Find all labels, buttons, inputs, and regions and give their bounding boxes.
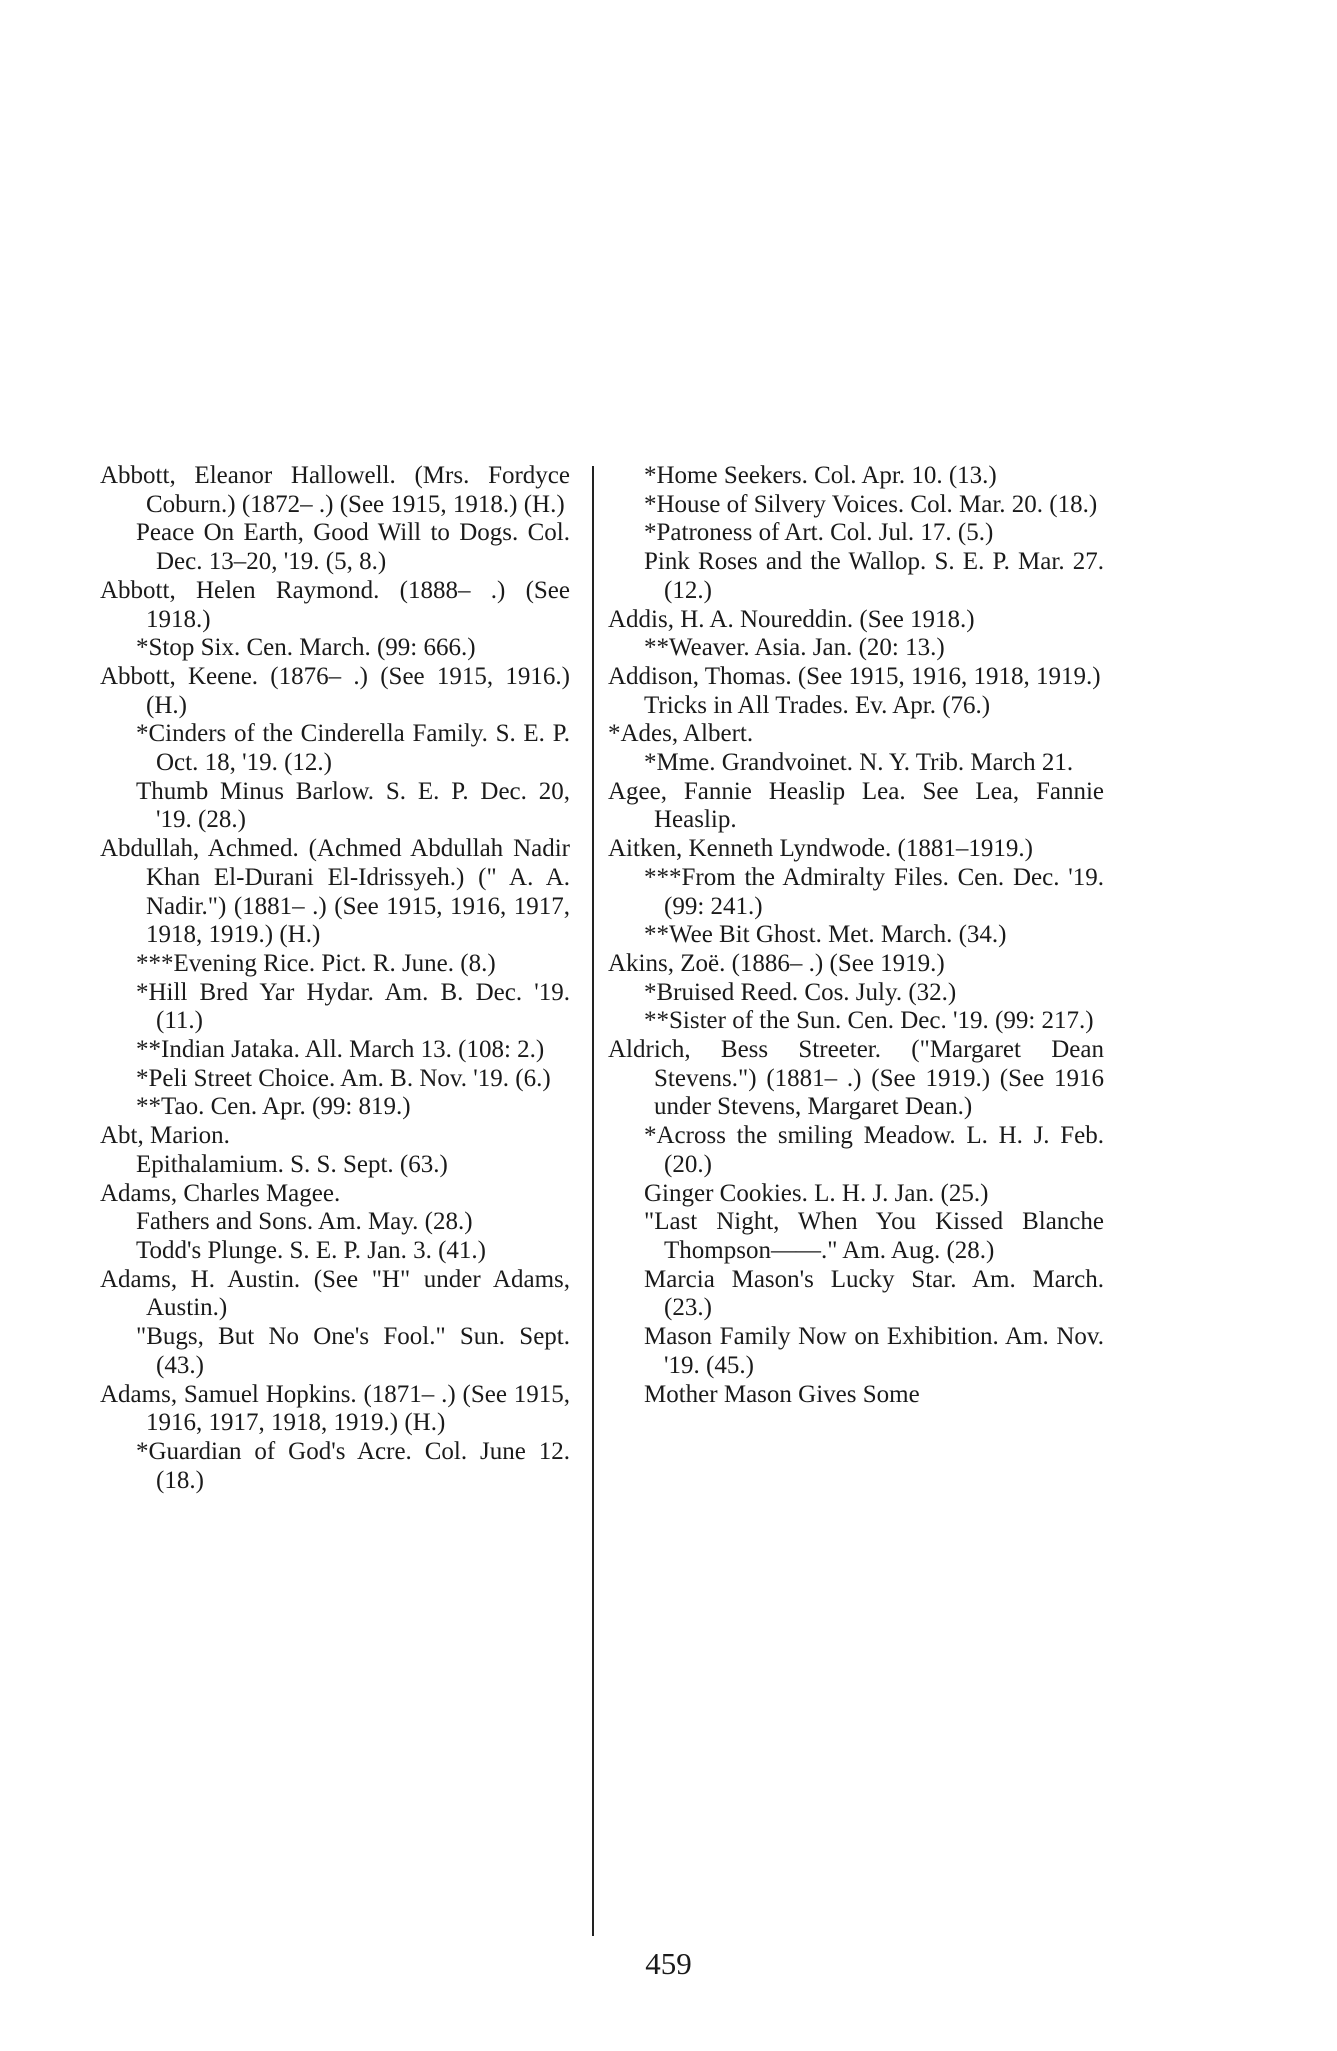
story-entry: ***From the Admiralty Files. Cen. Dec. '19. (99: 241.) bbox=[644, 863, 1104, 920]
author-heading: Agee, Fannie Heaslip Lea. See Lea, Fannie Heaslip. bbox=[608, 777, 1104, 834]
author-heading: Abdullah, Achmed. (Achmed Abdullah Nadir Khan El-Durani El-Idrissyeh.) (" A. A. Nadir.") (1881– .) (See 1915, 1916, 1917, 1918, 1919.) (H.) bbox=[100, 835, 570, 949]
story-entry: Todd's Plunge. S. E. P. Jan. 3. (41.) bbox=[136, 1236, 486, 1264]
story-entry: *Stop Six. Cen. March. (99: 666.) bbox=[136, 634, 476, 662]
story-entry: *House of Silvery Voices. Col. Mar. 20. (18.) bbox=[644, 490, 1098, 518]
story-entry: Epithalamium. S. S. Sept. (63.) bbox=[136, 1150, 448, 1178]
right-column bbox=[608, 462, 1104, 1409]
story-entry: *Guardian of God's Acre. Col. June 12. (18.) bbox=[136, 1437, 570, 1494]
story-entry: ***Evening Rice. Pict. R. June. (8.) bbox=[136, 949, 496, 977]
story-entry: *Home Seekers. Col. Apr. 10. (13.) bbox=[644, 462, 997, 489]
story-entry: **Tao. Cen. Apr. (99: 819.) bbox=[136, 1093, 411, 1121]
story-entry: Thumb Minus Barlow. S. E. P. Dec. 20, '19. (28.) bbox=[136, 777, 570, 834]
story-entry: Peace On Earth, Good Will to Dogs. Col. Dec. 13–20, '19. (5, 8.) bbox=[136, 519, 570, 576]
column-divider bbox=[592, 466, 594, 1936]
author-heading: Abbott, Helen Raymond. (1888– .) (See 1918.) bbox=[100, 576, 570, 633]
left-column bbox=[100, 462, 570, 1495]
story-entry: "Last Night, When You Kissed Blanche Thompson——." Am. Aug. (28.) bbox=[644, 1208, 1104, 1264]
author-heading: Adams, Samuel Hopkins. (1871– .) (See 1915, 1916, 1917, 1918, 1919.) (H.) bbox=[100, 1380, 570, 1437]
page-number: 459 bbox=[645, 1946, 692, 1981]
story-entry: *Mme. Grandvoinet. N. Y. Trib. March 21. bbox=[644, 749, 1074, 777]
author-heading: Addison, Thomas. (See 1915, 1916, 1918, 1919.) bbox=[608, 662, 1101, 690]
story-entry: **Wee Bit Ghost. Met. March. (34.) bbox=[644, 921, 1007, 949]
author-heading: Adams, H. Austin. (See "H" under Adams, Austin.) bbox=[100, 1265, 570, 1322]
author-heading: Adams, Charles Magee. bbox=[100, 1179, 341, 1207]
story-entry: Mother Mason Gives Some bbox=[644, 1380, 920, 1408]
author-heading: Abbott, Eleanor Hallowell. (Mrs. Fordyce Coburn.) (1872– .) (See 1915, 1918.) (H.) bbox=[100, 462, 570, 518]
story-entry: **Sister of the Sun. Cen. Dec. '19. (99: 217.) bbox=[644, 1007, 1094, 1035]
story-entry: *Bruised Reed. Cos. July. (32.) bbox=[644, 978, 957, 1006]
story-entry: **Indian Jataka. All. March 13. (108: 2.) bbox=[136, 1036, 545, 1064]
story-entry: **Weaver. Asia. Jan. (20: 13.) bbox=[644, 634, 945, 662]
author-heading: Abbott, Keene. (1876– .) (See 1915, 1916.) (H.) bbox=[100, 662, 570, 719]
story-entry: Mason Family Now on Exhibition. Am. Nov. '19. (45.) bbox=[644, 1323, 1104, 1379]
story-entry: *Peli Street Choice. Am. B. Nov. '19. (6.) bbox=[136, 1064, 551, 1092]
story-entry: Ginger Cookies. L. H. J. Jan. (25.) bbox=[644, 1179, 989, 1207]
story-entry: *Across the smiling Meadow. L. H. J. Feb. (20.) bbox=[644, 1122, 1104, 1178]
author-heading: Aitken, Kenneth Lyndwode. (1881–1919.) bbox=[608, 835, 1033, 863]
author-heading: *Ades, Albert. bbox=[608, 720, 754, 748]
story-entry: *Hill Bred Yar Hydar. Am. B. Dec. '19. (11.) bbox=[136, 978, 570, 1035]
author-heading: Aldrich, Bess Streeter. ("Margaret Dean Stevens.") (1881– .) (See 1919.) (See 1916 under Stevens, Margaret Dean.) bbox=[608, 1036, 1104, 1121]
author-heading: Akins, Zoë. (1886– .) (See 1919.) bbox=[608, 949, 945, 977]
story-entry: "Bugs, But No One's Fool." Sun. Sept. (43.) bbox=[136, 1323, 570, 1379]
story-entry: Marcia Mason's Lucky Star. Am. March. (23.) bbox=[644, 1265, 1104, 1322]
story-entry: Pink Roses and the Wallop. S. E. P. Mar. 27. (12.) bbox=[644, 548, 1104, 604]
story-entry: *Patroness of Art. Col. Jul. 17. (5.) bbox=[644, 519, 994, 547]
author-heading: Addis, H. A. Noureddin. (See 1918.) bbox=[608, 605, 975, 633]
story-entry: *Cinders of the Cinderella Family. S. E. P. Oct. 18, '19. (12.) bbox=[136, 720, 570, 777]
story-entry: Tricks in All Trades. Ev. Apr. (76.) bbox=[644, 691, 991, 719]
story-entry: Fathers and Sons. Am. May. (28.) bbox=[136, 1208, 473, 1236]
author-heading: Abt, Marion. bbox=[100, 1122, 230, 1150]
